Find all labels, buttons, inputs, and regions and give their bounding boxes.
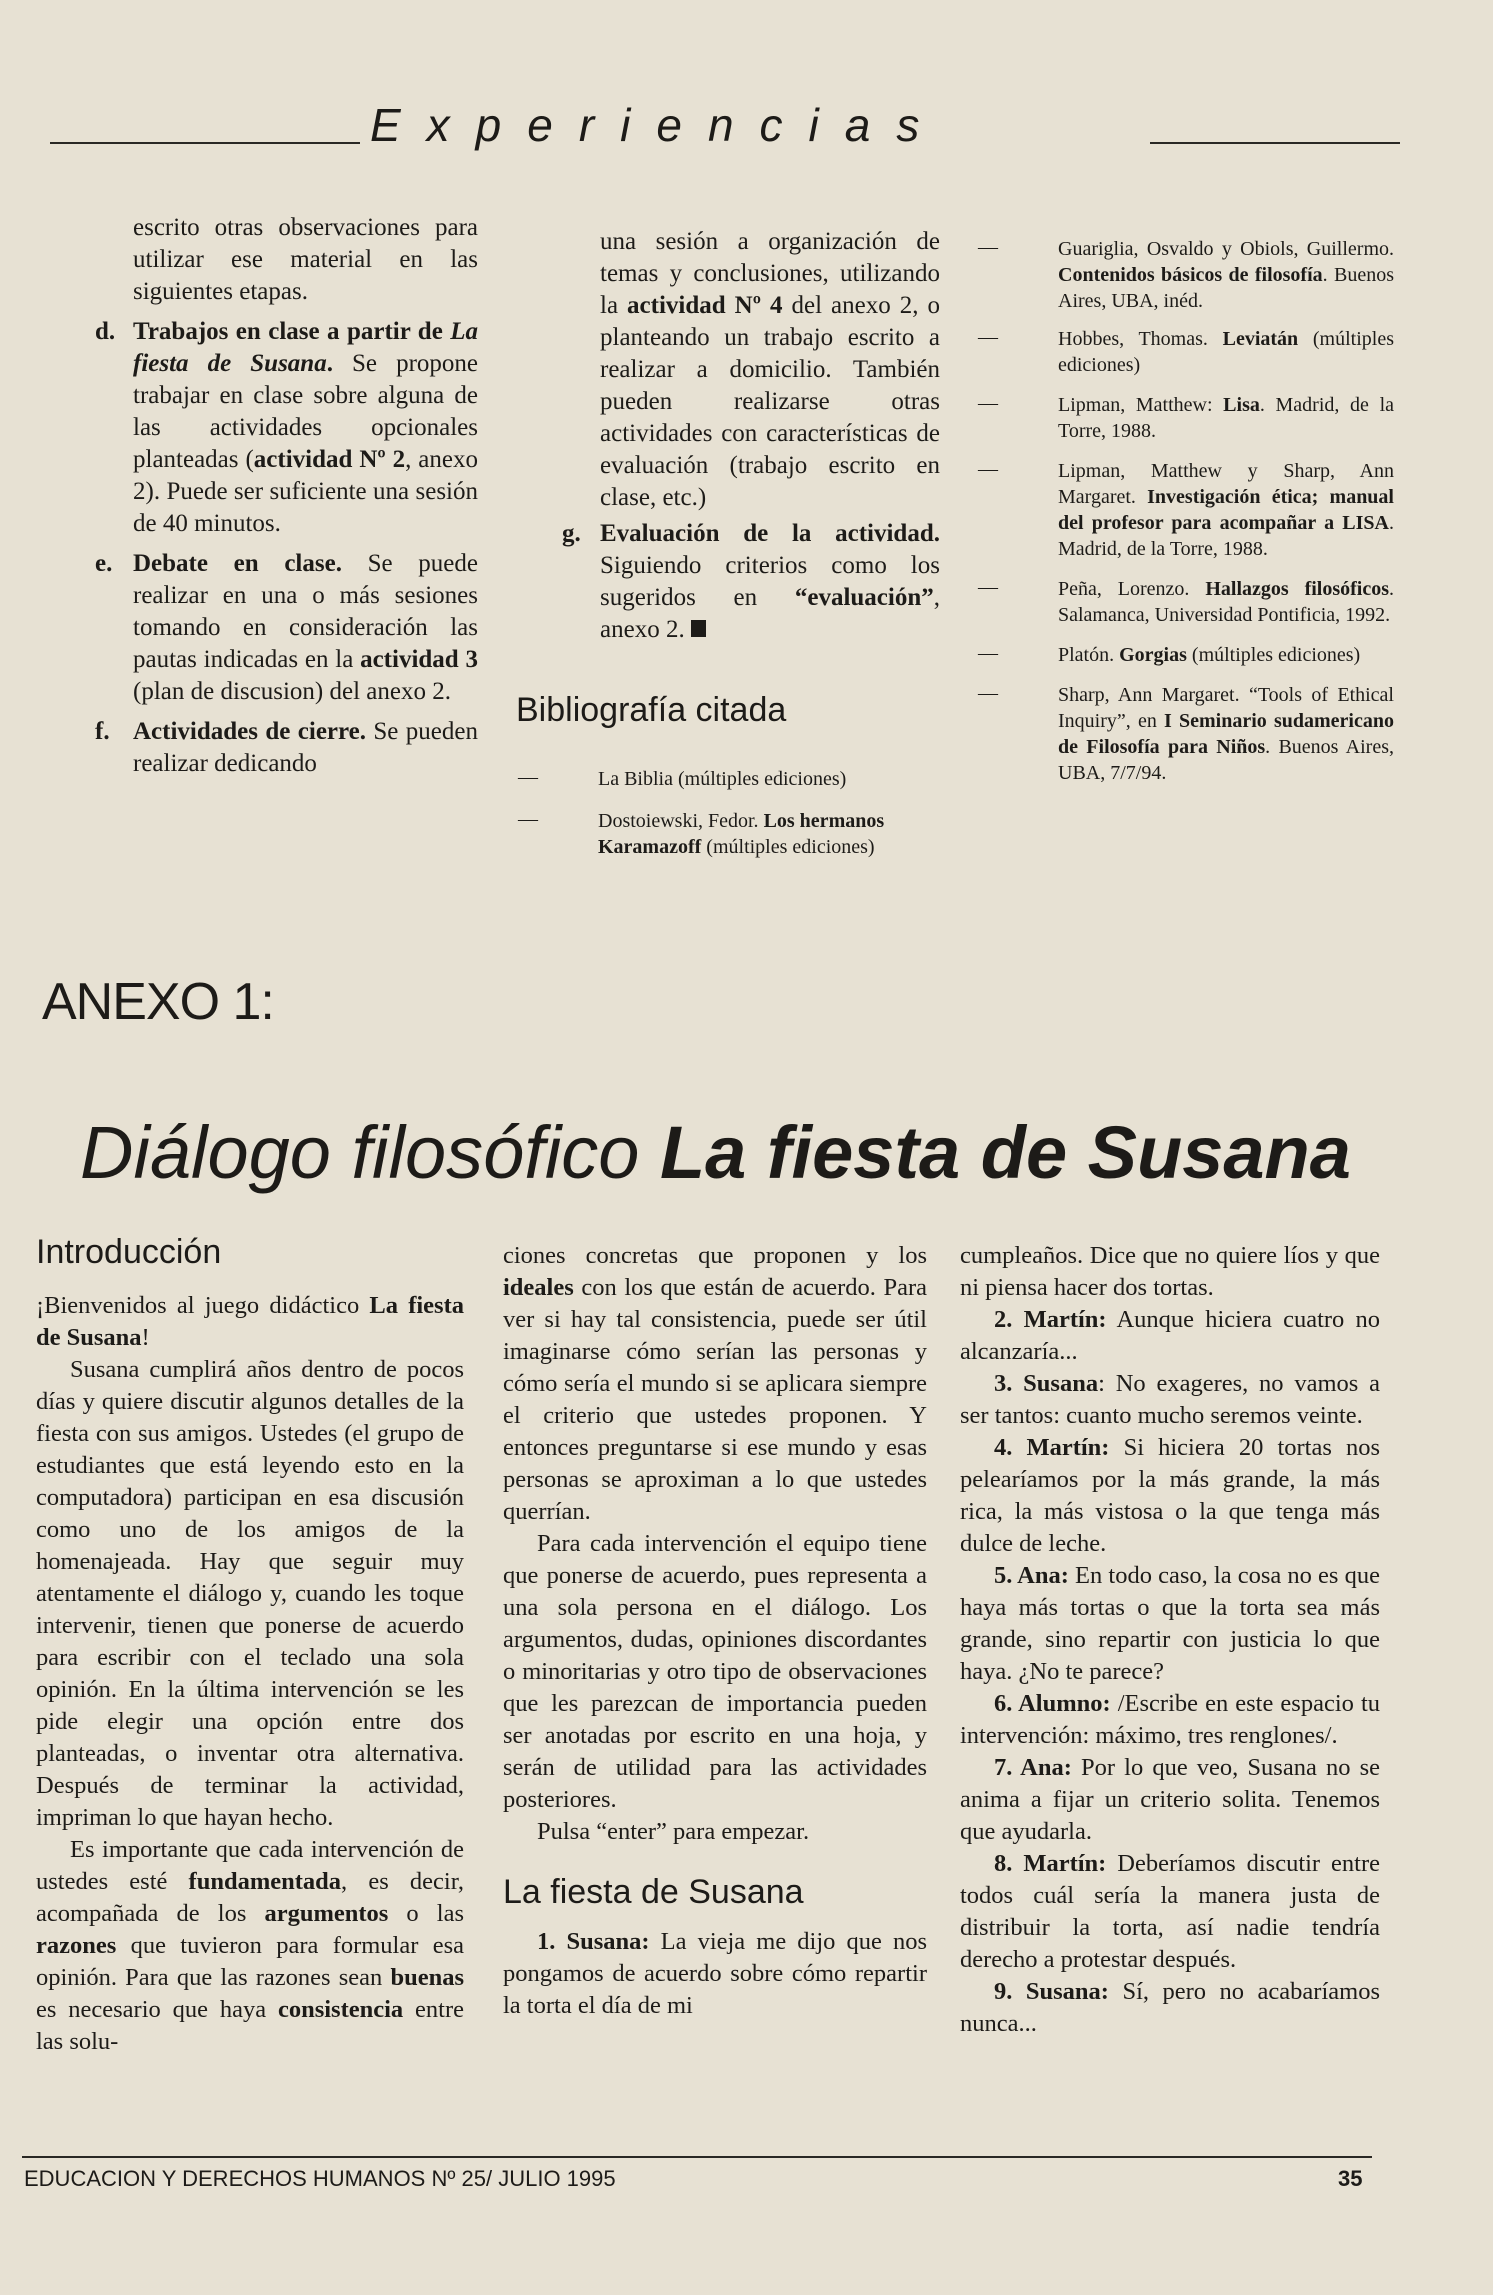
- dialogue-line: [960, 1560, 1380, 1688]
- list-item-e: [95, 548, 478, 708]
- bib-text: (múltiples ediciones): [1058, 328, 1394, 376]
- bib-dash: —: [978, 236, 998, 258]
- dialogue-heading: La fiesta de Susana: [503, 1873, 804, 1911]
- paragraph-bold: argumentos: [264, 1900, 389, 1927]
- bibliography-right: [978, 236, 1395, 796]
- dialogue-continuation: cumpleaños. Dice que no quiere líos y que ni piensa hacer dos tortas.: [960, 1242, 1380, 1301]
- bib-bold: Investigación ética; manual del profesor para acompañar a LISA: [1058, 486, 1394, 534]
- continuation-bold: actividad Nº 4: [627, 292, 783, 319]
- dialogue-text: Sí, pero no acabaríamos nunca...: [960, 1978, 1380, 2037]
- dialogue-speaker: 7. Ana:: [994, 1754, 1072, 1781]
- list-title: Evaluación de la actividad.: [600, 520, 940, 547]
- dialogue-speaker: 4. Martín:: [994, 1434, 1110, 1461]
- bib-text: (múltiples ediciones): [1186, 644, 1361, 666]
- dialogue-text: Deberíamos discutir entre todos cuál sería la manera justa de distribuir la torta, así nadie tendría derecho a protestar después.: [960, 1850, 1381, 1973]
- page-number: 35: [1338, 2166, 1363, 2191]
- dialogue-speaker: 5. Ana:: [994, 1562, 1069, 1589]
- paragraph-bold: consistencia: [277, 1996, 404, 2023]
- bib-text: . Buenos Aires, UBA, 7/7/94.: [1058, 736, 1394, 784]
- bib-text: (múltiples ediciones): [701, 836, 875, 858]
- list-bold: actividad 3: [360, 646, 478, 673]
- introduction-heading: Introducción: [36, 1233, 222, 1271]
- list-text: (plan de discusion) del anexo 2.: [133, 678, 451, 705]
- bib-text: Lipman, Matthew y Sharp, Ann Margaret.: [1058, 460, 1394, 508]
- column-2-continuation: [600, 226, 940, 514]
- list-letter: d.: [95, 318, 116, 345]
- list-text: Se propone trabajar en clase sobre alguna de las actividades opcionales planteadas (: [133, 350, 478, 473]
- bib-bold: Los hermanos Karamazoff: [598, 810, 885, 858]
- intro-paragraph-5: Para cada intervención el equipo tiene que ponerse de acuerdo, pues representa a una sola persona en el diálogo. Los argumentos, dudas, opiniones discordantes o minoritarias y otro tipo de observaciones que les parezcan de importancia pueden ser anotadas por escrito en una hoja, y serán de utilidad para las actividades posteriores.: [503, 1530, 927, 1813]
- dialogue-text: En todo caso, la cosa no es que haya más tortas o que la torta sea más grande, sino repartir con justicia lo que haya. ¿No te parece?: [960, 1562, 1380, 1685]
- paragraph-bold: ideales: [503, 1274, 574, 1301]
- end-of-article-mark: [691, 620, 706, 637]
- list-bold: actividad Nº 2: [253, 446, 406, 473]
- intro-paragraph-1: [36, 1290, 464, 1354]
- bib-text: Dostoiewski, Fedor.: [598, 810, 764, 832]
- dialogue-text: /Escribe en este espacio tu intervención: máximo, tres renglones/.: [960, 1690, 1381, 1749]
- annex-title-part-1: Diálogo filosófico: [80, 1111, 660, 1194]
- bib-bold: Gorgias: [1119, 644, 1187, 666]
- list-title: Trabajos en clase a partir de: [133, 318, 451, 345]
- annex-label: ANEXO 1:: [42, 973, 274, 1031]
- dialogue-line: [960, 1432, 1380, 1560]
- list-text: , anexo 2.: [600, 584, 940, 643]
- list-letter: g.: [562, 520, 581, 547]
- body-column-1: [36, 1290, 464, 2058]
- paragraph-bold: razones: [36, 1932, 117, 1959]
- bib-text: Sharp, Ann Margaret. “Tools of Ethical Inquiry”, en: [1058, 684, 1394, 732]
- dialogue-line-1: [503, 1926, 927, 2022]
- bib-dash: —: [978, 642, 998, 664]
- dialogue-speaker: 1. Susana:: [537, 1928, 650, 1955]
- list-text: Se puede realizar en una o más sesiones tomando en consideración las pautas indicadas en la: [133, 550, 478, 673]
- bib-dash: —: [518, 808, 538, 830]
- paragraph-text: , es decir, acompañada de los: [36, 1868, 464, 1927]
- dialogue-speaker: 8. Martín:: [994, 1850, 1107, 1877]
- paragraph-text: o las: [388, 1900, 464, 1927]
- list-item-g: [562, 518, 940, 646]
- dialogue-line: [960, 1976, 1380, 2040]
- bib-entry: [978, 682, 1394, 786]
- dialogue-line: [960, 1304, 1380, 1368]
- top-column-2: [562, 226, 940, 646]
- dialogue-speaker: 9. Susana:: [994, 1978, 1109, 2005]
- bib-text: Platón.: [1058, 644, 1120, 666]
- bib-dash: —: [978, 458, 998, 480]
- bib-dash: —: [978, 392, 998, 414]
- list-item-d: [95, 316, 478, 540]
- bib-bold: Leviatán: [1222, 328, 1299, 350]
- bib-entry: [978, 458, 1394, 562]
- paragraph-bold: La fiesta de Susana: [36, 1292, 464, 1351]
- bib-text: . Madrid, de la Torre, 1988.: [1058, 394, 1395, 442]
- list-letter: e.: [95, 550, 113, 577]
- bib-dash: —: [978, 326, 998, 348]
- paragraph-text: es necesario que haya: [36, 1996, 278, 2023]
- paragraph-bold: buenas: [390, 1964, 464, 1991]
- bib-entry: [978, 642, 1394, 668]
- dialogue-text: Aunque hiciera cuatro no alcanzaría...: [960, 1306, 1381, 1365]
- bib-dash: —: [518, 766, 538, 788]
- bib-text: . Salamanca, Universidad Pontificia, 1992.: [1058, 578, 1394, 626]
- dialogue-line: [960, 1848, 1380, 1976]
- bib-entry: [978, 326, 1394, 378]
- bib-entry: [978, 236, 1394, 314]
- publication-footer: EDUCACION Y DERECHOS HUMANOS Nº 25/ JULIO 1995: [24, 2166, 616, 2191]
- paragraph-bold: fundamentada: [188, 1868, 342, 1895]
- list-bold: “evaluación”: [794, 584, 934, 611]
- dialogue-text: : No exageres, no vamos a ser tantos: cuanto mucho seremos veinte.: [960, 1370, 1380, 1429]
- top-column-1: [95, 212, 478, 780]
- paragraph-text: !: [141, 1324, 150, 1351]
- dialogue-speaker: 2. Martín:: [994, 1306, 1107, 1333]
- bibliography-left: [518, 766, 938, 870]
- bib-dash: —: [978, 682, 998, 704]
- list-text: , anexo 2). Puede ser suficiente una sesión de 40 minutos.: [133, 446, 478, 537]
- footer-rule: [22, 2156, 1372, 2158]
- intro-paragraph-3: [36, 1834, 464, 2058]
- bibliography-heading: Bibliografía citada: [516, 691, 787, 729]
- paragraph-text: ¡Bienvenidos al juego didáctico: [36, 1292, 370, 1319]
- list-letter: f.: [95, 718, 110, 745]
- dialogue-speaker: 6. Alumno:: [994, 1690, 1111, 1717]
- bib-dash: —: [978, 576, 998, 598]
- list-title: Actividades de cierre.: [133, 718, 367, 745]
- bib-bold: Lisa: [1223, 394, 1260, 416]
- bib-bold: Contenidos básicos de filosofía: [1058, 264, 1323, 286]
- continuation-text: del anexo 2, o planteando un trabajo escrito a realizar a domicilio. También pueden realizarse otras actividades con características de evaluación (trabajo escrito en clase, etc.): [600, 292, 940, 511]
- paragraph-text: Es importante que cada intervención de ustedes esté: [36, 1836, 464, 1895]
- dialogue-line: [960, 1688, 1380, 1752]
- bib-entry: [518, 808, 938, 860]
- column-1-intro: escrito otras observaciones para utilizar ese material en las siguientes etapas.: [133, 214, 478, 305]
- paragraph-text: ciones concretas que proponen y los: [503, 1242, 927, 1269]
- list-item-f: [95, 716, 478, 780]
- dialogue-text: Si hiciera 20 tortas nos pelearíamos por la más grande, la más rica, la más vistosa o la que tenga más dulce de leche.: [960, 1434, 1381, 1557]
- bib-text: . Madrid, de la Torre, 1988.: [1058, 512, 1394, 560]
- paragraph-text: entre las solu-: [36, 1996, 465, 2055]
- body-column-3: [960, 1240, 1380, 2040]
- list-title-end: .: [326, 350, 333, 377]
- list-text: Siguiendo criterios como los sugeridos en: [600, 552, 940, 611]
- annex-title: [80, 1108, 1351, 1198]
- list-title-em: La fiesta de Susana: [133, 318, 478, 377]
- bib-bold: I Seminario sudamericano de Filosofía para Niños: [1058, 710, 1394, 758]
- enter-instruction: Pulsa “enter” para empezar.: [537, 1818, 810, 1845]
- bib-text: Hobbes, Thomas.: [1058, 328, 1223, 350]
- bib-entry: [978, 576, 1394, 628]
- bib-text: Peña, Lorenzo.: [1058, 578, 1206, 600]
- list-title: Debate en clase.: [133, 550, 342, 577]
- dialogue-line: [960, 1368, 1380, 1432]
- bib-text: Guariglia, Osvaldo y Obiols, Guillermo.: [1058, 238, 1394, 260]
- continuation-text: una sesión a organización de temas y conclusiones, utilizando la: [600, 228, 940, 319]
- bib-bold: Hallazgos filosóficos: [1205, 578, 1389, 600]
- bib-text: La Biblia (múltiples ediciones): [598, 768, 847, 790]
- paragraph-text: que tuvieron para formular esa opinión. Para que las razones sean: [36, 1932, 464, 1991]
- intro-paragraph-2: Susana cumplirá años dentro de pocos días y quiere discutir algunos detalles de la fiesta con sus amigos. Ustedes (el grupo de estudiantes que está leyendo esto en la computadora) participan en esa discusión como uno de los amigos de la homenajeada. Hay que seguir muy atentamente el diálogo y, cuando les toque intervenir, tienen que ponerse de acuerdo para escribir con el teclado una sola opinión. En la última intervención se les pide elegir una opción entre dos planteadas, o inventar otra alternativa. Después de terminar la actividad, impriman lo que hayan hecho.: [36, 1356, 464, 1831]
- list-text: Se pueden realizar dedicando: [133, 718, 478, 777]
- dialogue-speaker: 3. Susana: [994, 1370, 1099, 1397]
- dialogue-text: Por lo que veo, Susana no se anima a fijar un criterio solita. Tenemos que ayudarla.: [960, 1754, 1380, 1845]
- body-column-2: [503, 1240, 927, 2022]
- bib-entry: [518, 766, 938, 792]
- paragraph-text: con los que están de acuerdo. Para ver si hay tal consistencia, puede ser útil imaginarse cómo serían las personas y cómo sería el mundo si se aplicara siempre el criterio que ustedes proponen. Y entonces preguntarse si ese mundo y esas personas se aproximan a lo que ustedes querrían.: [503, 1274, 927, 1525]
- bib-text: . Buenos Aires, UBA, inéd.: [1058, 264, 1394, 312]
- dialogue-line: [960, 1752, 1380, 1848]
- annex-title-part-2: La fiesta de Susana: [659, 1111, 1351, 1194]
- running-head: Experiencias: [360, 100, 1150, 150]
- intro-paragraph-4: [503, 1240, 927, 1528]
- bib-entry: [978, 392, 1395, 444]
- dialogue-text: La vieja me dijo que nos pongamos de acuerdo sobre cómo repartir la torta el día de mi: [503, 1928, 928, 2019]
- bib-text: Lipman, Matthew:: [1058, 394, 1224, 416]
